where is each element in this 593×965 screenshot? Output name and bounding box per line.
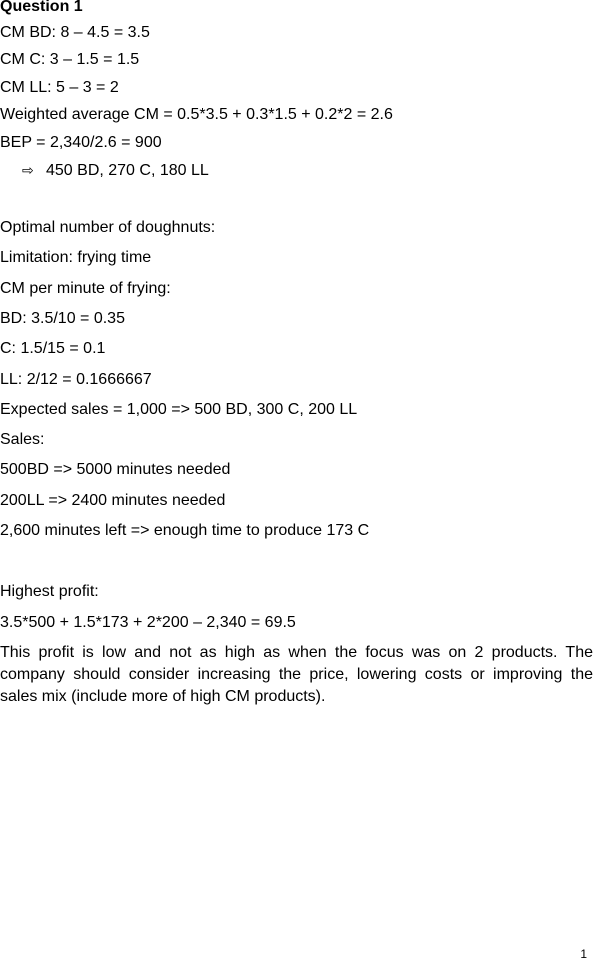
profit-calc-line: 3.5*500 + 1.5*173 + 2*200 – 2,340 = 69.5 [0,614,296,631]
conclusion-paragraph: This profit is low and not as high as when the focus was on 2 products. The company should consider increasing the price, lowering costs or improving the sales mix (include more of high CM products). [0,644,593,705]
expected-sales-line: Expected sales = 1,000 => 500 BD, 300 C, 200 LL [0,401,358,418]
sales-ll-line: 200LL => 2400 minutes needed [0,492,226,509]
page-number: 1 [580,947,587,961]
limitation-line: Limitation: frying time [0,249,152,266]
cm-c-line: CM C: 3 – 1.5 = 1.5 [0,51,140,68]
weighted-cm-line: Weighted average CM = 0.5*3.5 + 0.3*1.5 + 0.2*2 = 2.6 [0,106,393,123]
bd-per-minute-line: BD: 3.5/10 = 0.35 [0,310,125,327]
question-heading: Question 1 [0,0,83,15]
right-arrow-icon: ⇨ [22,162,34,178]
bep-split-line [22,160,209,181]
sales-heading: Sales: [0,431,45,448]
c-per-minute-line: C: 1.5/15 = 0.1 [0,340,106,357]
ll-per-minute-line: LL: 2/12 = 0.1666667 [0,371,152,388]
cm-per-minute-line: CM per minute of frying: [0,280,171,297]
optimal-heading: Optimal number of doughnuts: [0,219,216,236]
cm-bd-line: CM BD: 8 – 4.5 = 3.5 [0,24,150,41]
highest-profit-heading: Highest profit: [0,583,99,600]
sales-bd-line: 500BD => 5000 minutes needed [0,461,231,478]
minutes-left-line: 2,600 minutes left => enough time to produce 173 C [0,522,370,539]
cm-ll-line: CM LL: 5 – 3 = 2 [0,79,119,96]
bep-split-text: 450 BD, 270 C, 180 LL [46,162,209,179]
bep-line: BEP = 2,340/2.6 = 900 [0,134,162,151]
